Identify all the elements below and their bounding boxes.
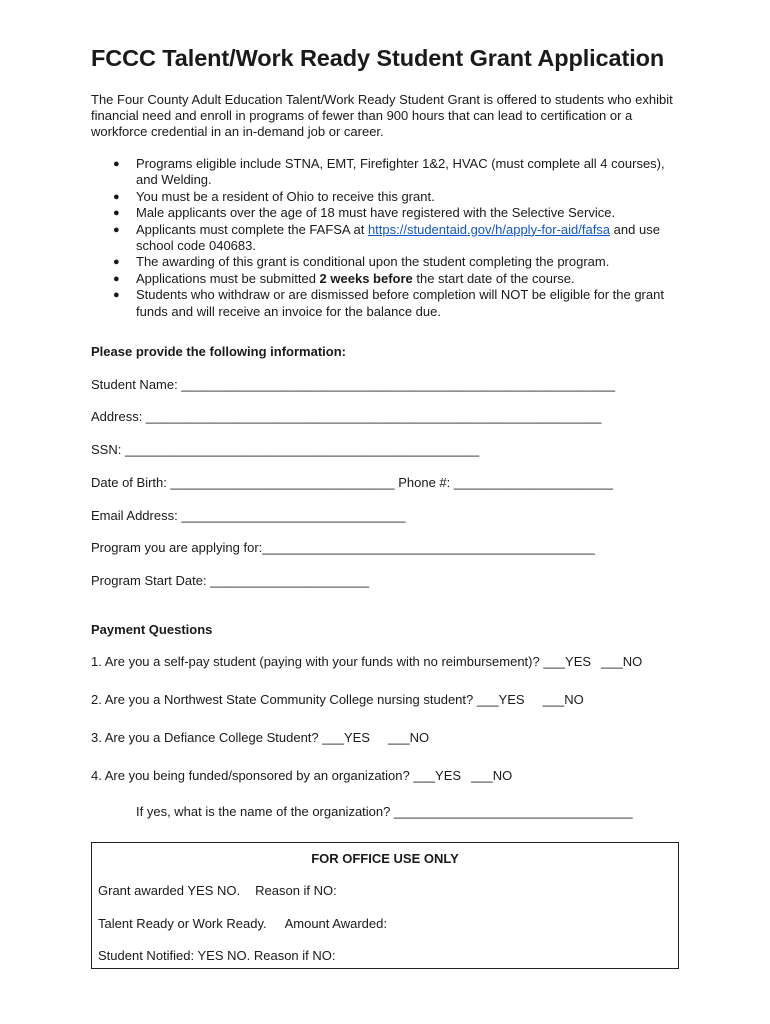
- bullet-text: Male applicants over the age of 18 must have registered with the Selective Service.: [136, 205, 616, 221]
- address-field[interactable]: Address: _______________________________________________________________: [91, 409, 602, 424]
- bullet-icon: ●: [113, 289, 120, 302]
- bullet-text: Students who withdraw or are dismissed before completion will NOT be eligible for the grant funds and will receive an invoice for the balance due.: [136, 287, 664, 319]
- bullet-icon: ●: [113, 158, 120, 170]
- info-heading: Please provide the following information:: [91, 344, 346, 359]
- bullet-text: The awarding of this grant is conditional upon the student completing the program.: [136, 254, 610, 270]
- office-use-title: FOR OFFICE USE ONLY: [311, 851, 459, 866]
- question-4-no[interactable]: ___NO: [471, 768, 513, 783]
- question-4-yes[interactable]: 4. Are you being funded/sponsored by an organization? ___YES: [91, 768, 462, 783]
- question-2-no[interactable]: ___NO: [542, 692, 584, 707]
- office-line-notified: Student Notified: YES NO. Reason if NO:: [98, 948, 336, 963]
- question-3-no[interactable]: ___NO: [387, 730, 430, 745]
- ready-type-label: Talent Ready or Work Ready.: [98, 916, 267, 931]
- reason-label: Reason if NO:: [255, 883, 337, 898]
- dob-field[interactable]: Date of Birth: _______________________________: [91, 475, 395, 490]
- amount-awarded-label: Amount Awarded:: [284, 916, 387, 931]
- intro-paragraph: The Four County Adult Education Talent/Work Ready Student Grant is offered to students who exhibit financial need and enroll in programs of fewer than 900 hours that can lead to certification or a workforce credential in an in-demand job or career.: [91, 92, 673, 139]
- bullet-text: the start date of the course.: [412, 270, 575, 286]
- bullet-text: Applications must be submitted: [136, 270, 320, 286]
- question-2: [91, 692, 584, 707]
- grant-awarded-label: Grant awarded YES NO.: [98, 883, 241, 898]
- question-2-yes[interactable]: 2. Are you a Northwest State Community College nursing student? ___YES: [91, 692, 525, 707]
- payment-heading: Payment Questions: [91, 622, 213, 637]
- list-item: [91, 287, 681, 320]
- office-use-box: [91, 842, 679, 969]
- program-field[interactable]: Program you are applying for:______________________________________________: [91, 540, 595, 555]
- question-1-no[interactable]: ___NO: [601, 654, 643, 669]
- question-1: [91, 654, 642, 669]
- student-name-field[interactable]: Student Name: ____________________________________________________________: [91, 377, 616, 392]
- bullet-icon: ●: [113, 256, 120, 269]
- question-3-yes[interactable]: 3. Are you a Defiance College Student? ___YES: [91, 730, 370, 745]
- list-item: [91, 156, 681, 189]
- dob-phone-row: [91, 475, 613, 490]
- ssn-field[interactable]: SSN: _________________________________________________: [91, 442, 480, 457]
- question-1-yes[interactable]: 1. Are you a self-pay student (paying with your funds with no reimbursement)? ___YES: [91, 654, 592, 669]
- bullet-text: You must be a resident of Ohio to receive this grant.: [136, 188, 435, 204]
- question-3: [91, 730, 429, 745]
- start-date-field[interactable]: Program Start Date: ______________________: [91, 573, 370, 588]
- bullet-emphasis: 2 weeks before: [319, 270, 413, 286]
- question-4: [91, 768, 512, 783]
- bullet-icon: ●: [113, 223, 120, 236]
- office-line-amount: [98, 916, 387, 931]
- list-item: [91, 189, 681, 205]
- phone-field[interactable]: Phone #: ______________________: [398, 475, 613, 490]
- organization-name-field[interactable]: If yes, what is the name of the organization? _________________________________: [136, 804, 633, 819]
- office-line-grant: [98, 883, 337, 898]
- bullet-icon: ●: [113, 207, 120, 220]
- fafsa-link[interactable]: https://studentaid.gov/h/apply-for-aid/fafsa: [367, 221, 611, 237]
- list-item: [91, 222, 681, 255]
- page-title: FCCC Talent/Work Ready Student Grant Application: [91, 45, 665, 71]
- eligibility-list: [91, 156, 681, 320]
- bullet-text: Programs eligible include STNA, EMT, Firefighter 1&2, HVAC (must complete all 4 courses), and Welding.: [136, 156, 665, 188]
- bullet-text: and use school code 040683.: [136, 221, 660, 254]
- bullet-icon: ●: [113, 190, 120, 203]
- list-item: [91, 254, 681, 270]
- email-field[interactable]: Email Address: _______________________________: [91, 508, 406, 523]
- list-item: [91, 205, 681, 221]
- bullet-icon: ●: [113, 272, 120, 285]
- list-item: [91, 271, 681, 287]
- bullet-text: Applicants must complete the FAFSA at: [136, 221, 368, 237]
